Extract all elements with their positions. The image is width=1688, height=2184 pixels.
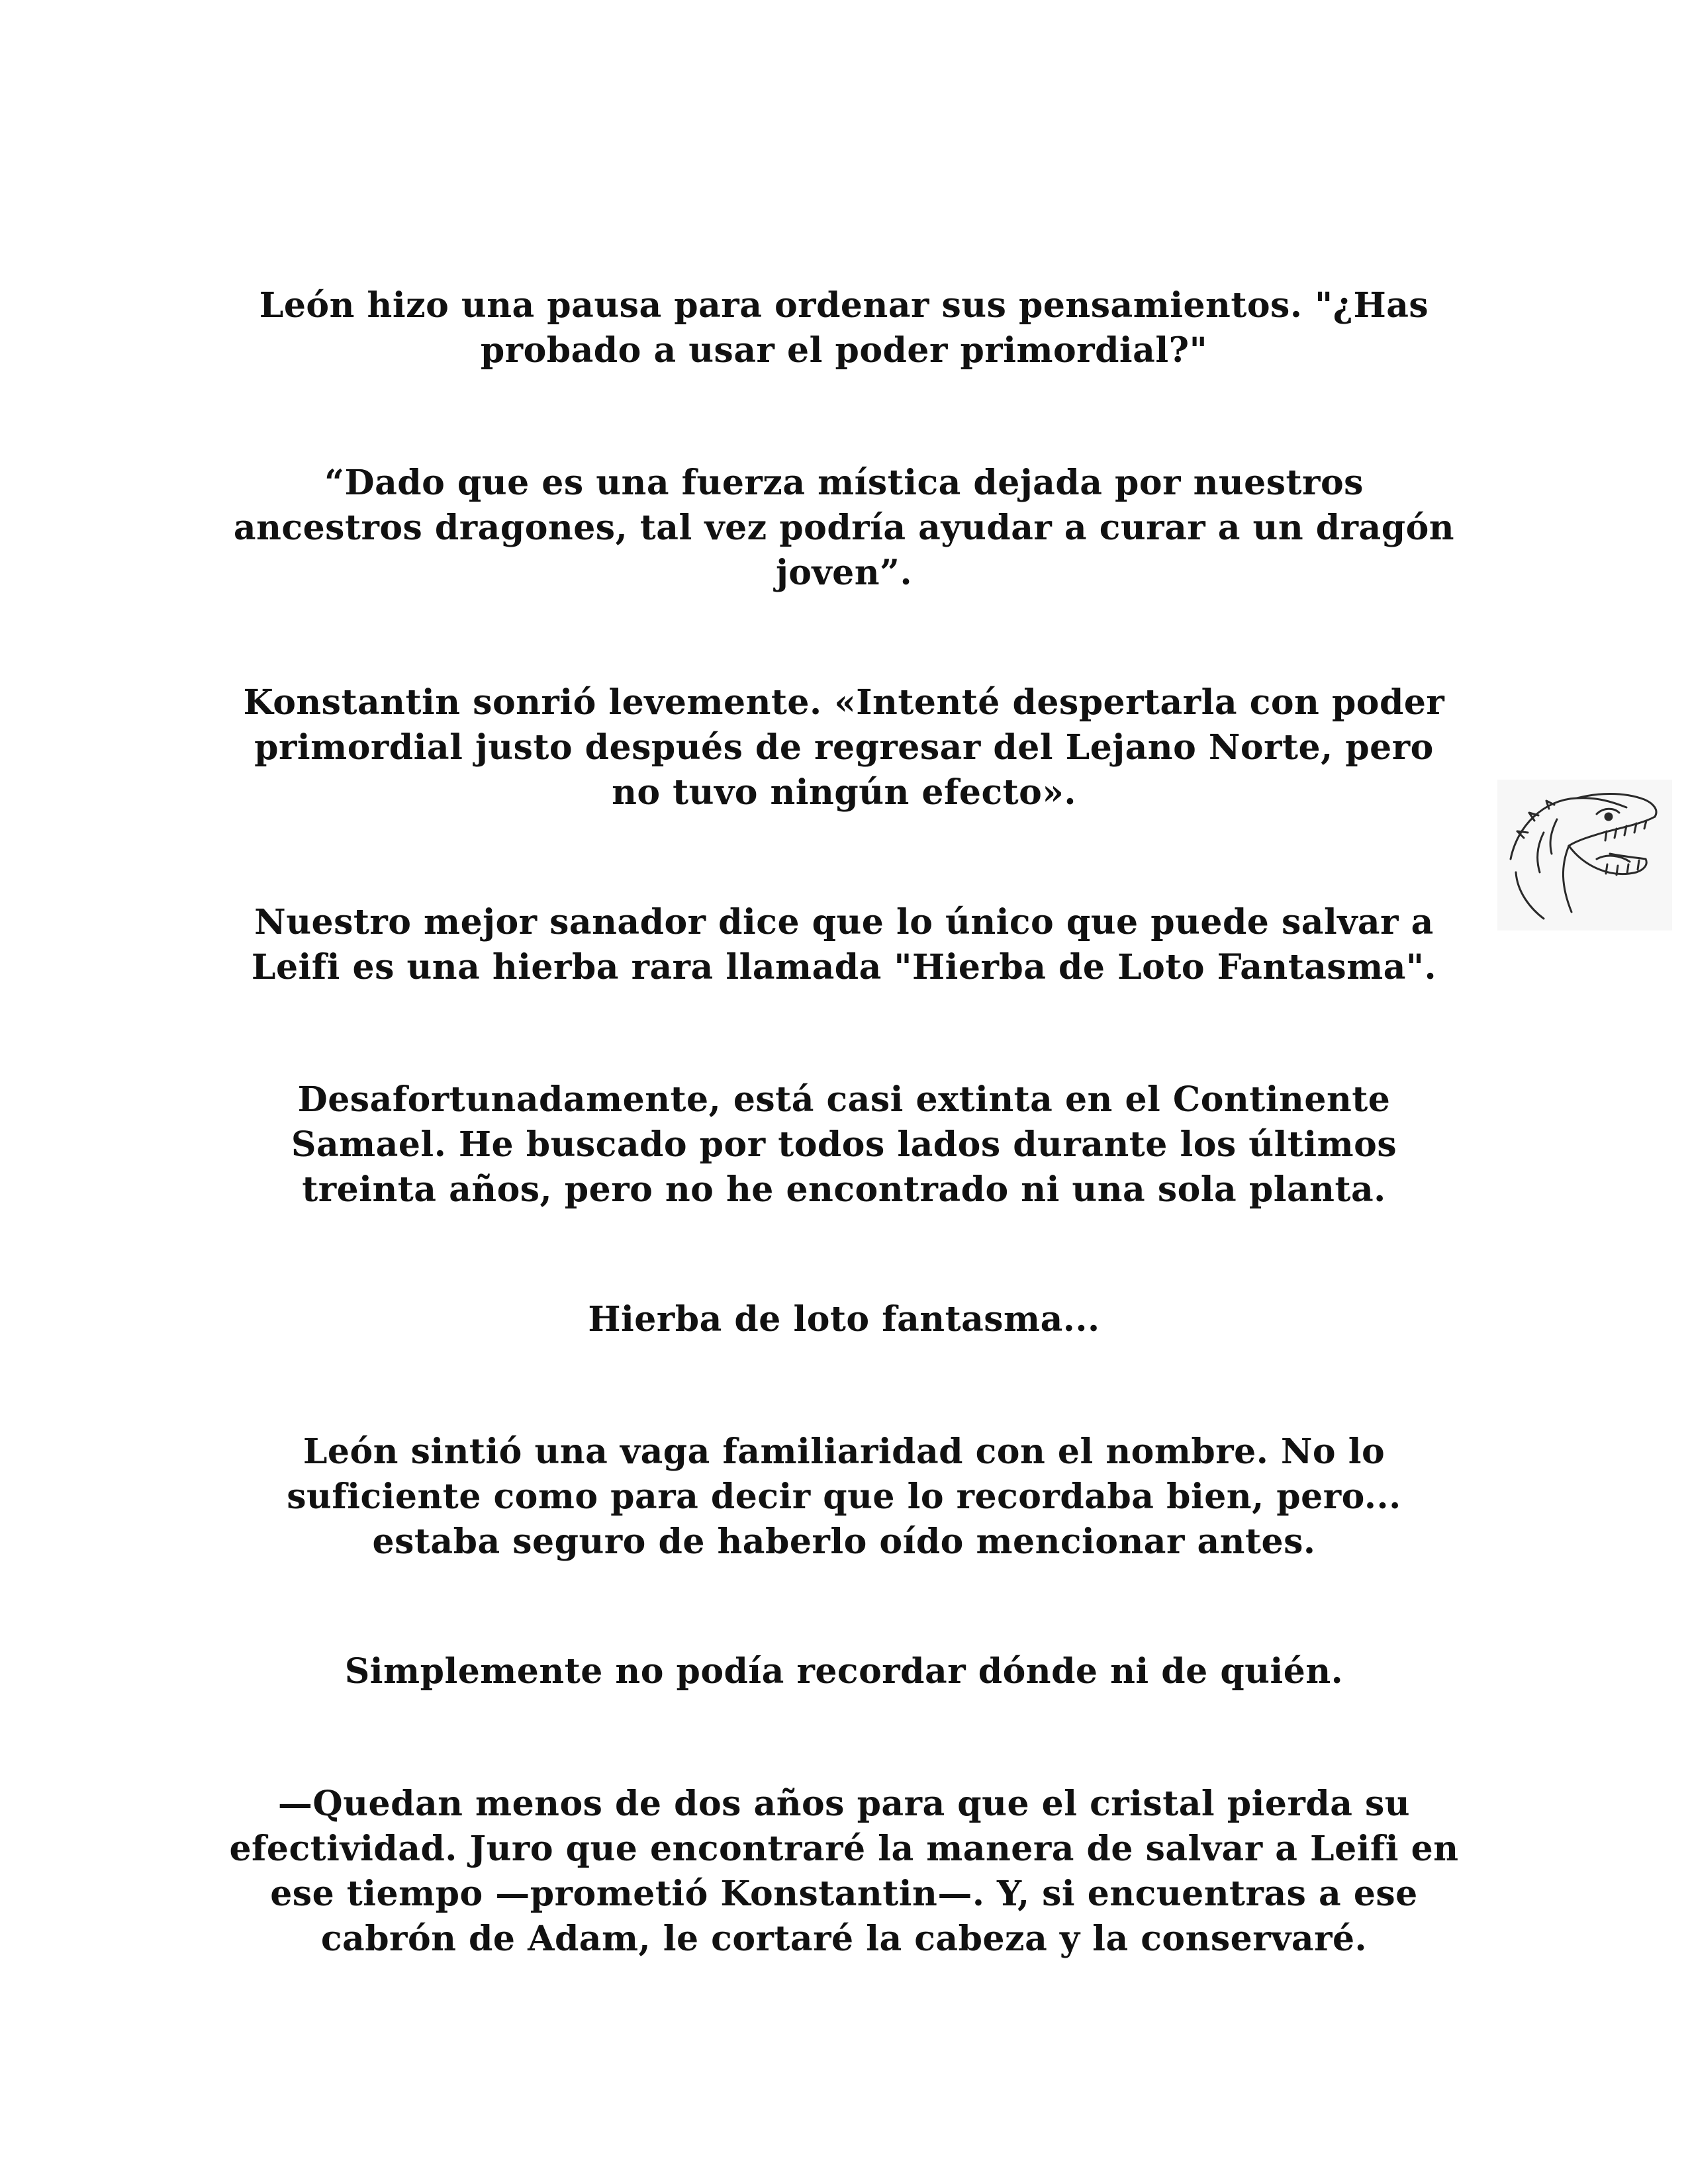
- paragraph-4: [199, 900, 1489, 990]
- paragraph-5: [199, 1077, 1489, 1212]
- paragraph-line: estaba seguro de haberlo oído mencionar antes.: [372, 1522, 1316, 1562]
- paragraph-line: —Quedan menos de dos años para que el cristal pierda su: [277, 1784, 1411, 1824]
- paragraph-line: Nuestro mejor sanador dice que lo único que puede salvar a: [254, 902, 1434, 942]
- paragraph-line: Hierba de loto fantasma...: [588, 1299, 1100, 1340]
- paragraph-3: [199, 680, 1489, 815]
- dragon-head-sketch-icon: [1497, 780, 1672, 931]
- paragraph-line: Samael. He buscado por todos lados durante los últimos: [291, 1124, 1397, 1165]
- paragraph-line: Konstantin sonrió levemente. «Intenté despertarla con poder: [243, 682, 1445, 723]
- paragraph-line: “Dado que es una fuerza mística dejada por nuestros: [324, 463, 1364, 503]
- paragraph-line: Leifi es una hierba rara llamada "Hierba de Loto Fantasma".: [251, 947, 1437, 987]
- paragraph-7: [199, 1430, 1489, 1565]
- paragraph-line: León hizo una pausa para ordenar sus pensamientos. "¿Has: [259, 285, 1429, 326]
- paragraph-line: Simplemente no podía recordar dónde ni de quién.: [344, 1651, 1344, 1692]
- paragraph-line: no tuvo ningún efecto».: [612, 772, 1076, 813]
- paragraph-line: joven”.: [775, 553, 913, 593]
- paragraph-line: Desafortunadamente, está casi extinta en el Continente: [297, 1079, 1391, 1120]
- paragraph-line: primordial justo después de regresar del Lejano Norte, pero: [254, 727, 1434, 768]
- paragraph-line: probado a usar el poder primordial?": [480, 330, 1208, 371]
- paragraph-line: ese tiempo —prometió Konstantin—. Y, si encuentras a ese: [270, 1874, 1418, 1914]
- paragraph-2: [199, 461, 1489, 596]
- paragraph-9: [199, 1782, 1489, 1962]
- paragraph-line: treinta años, pero no he encontrado ni una sola planta.: [302, 1169, 1386, 1210]
- paragraph-line: efectividad. Juro que encontraré la manera de salvar a Leifi en: [229, 1829, 1459, 1869]
- paragraph-line: cabrón de Adam, le cortaré la cabeza y la conservaré.: [320, 1919, 1368, 1959]
- paragraph-6: [199, 1297, 1489, 1342]
- paragraph-8: [199, 1649, 1489, 1694]
- paragraph-1: [199, 283, 1489, 373]
- paragraph-line: León sintió una vaga familiaridad con el nombre. No lo: [303, 1432, 1385, 1472]
- paragraph-line: suficiente como para decir que lo recordaba bien, pero...: [287, 1477, 1401, 1517]
- paragraph-line: ancestros dragones, tal vez podría ayudar a curar a un dragón: [233, 508, 1455, 548]
